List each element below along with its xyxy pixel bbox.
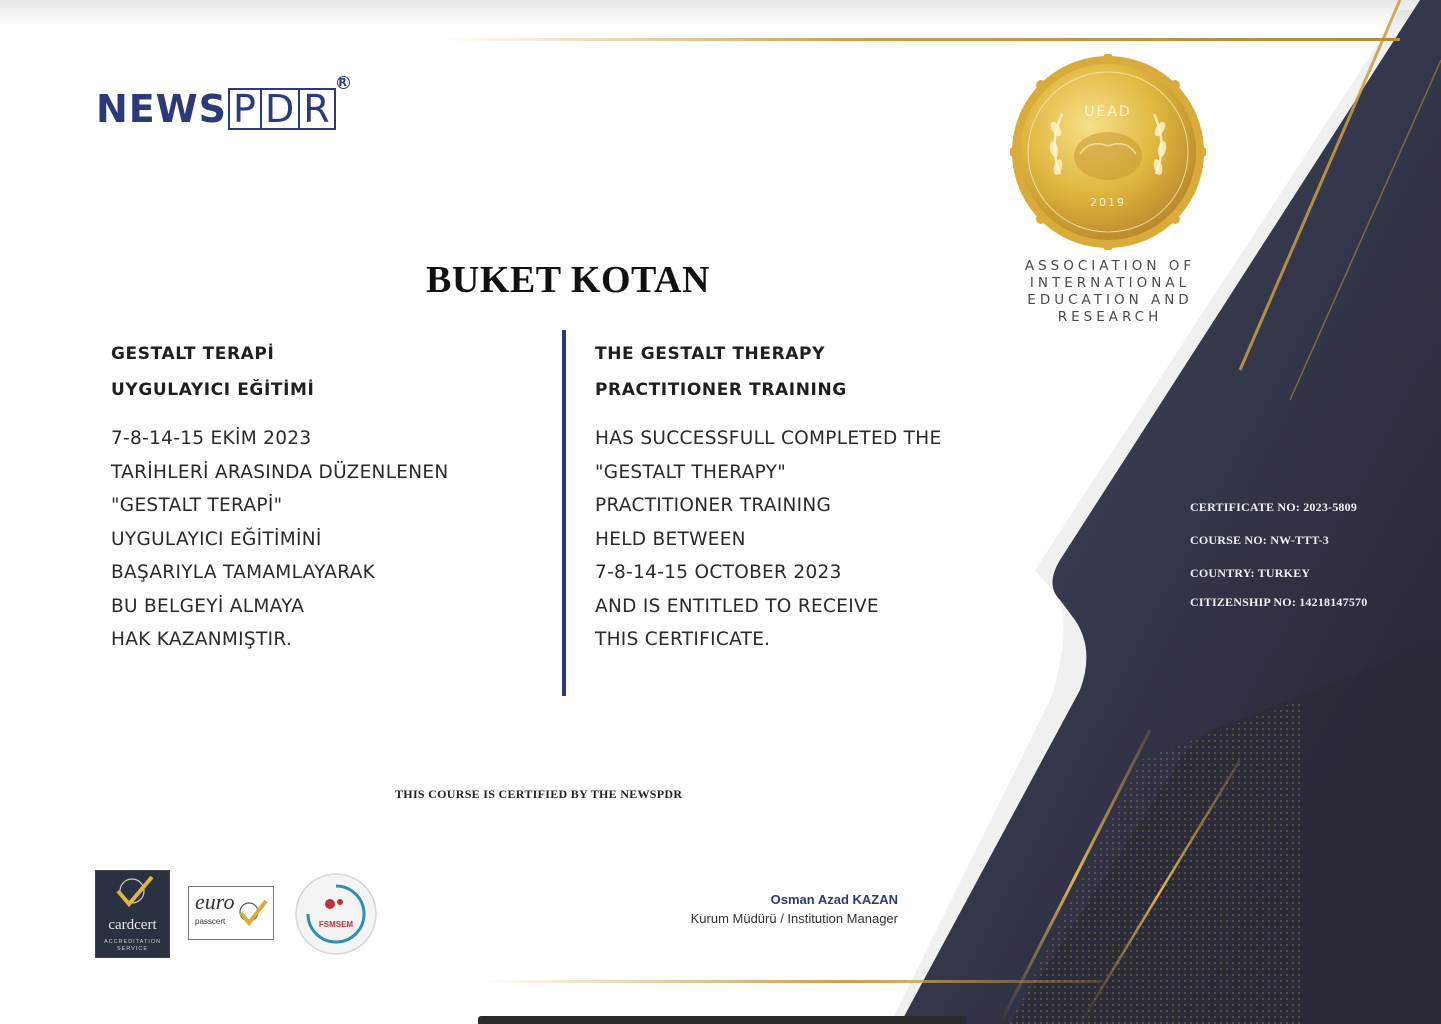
europasscert-badge xyxy=(188,886,274,940)
seal-top-text: UEAD xyxy=(1084,104,1132,120)
turkish-body-line: BAŞARIYLA TAMAMLAYARAK xyxy=(111,562,376,583)
turkish-body-line: 7-8-14-15 EKİM 2023 xyxy=(111,428,312,449)
english-body-line: HELD BETWEEN xyxy=(595,528,746,550)
turkish-body-line: "GESTALT TERAPİ" xyxy=(111,495,283,516)
checkmark-icon xyxy=(235,897,269,931)
checkmark-globe-icon xyxy=(96,871,169,917)
english-body-line: "GESTALT THERAPY" xyxy=(595,461,787,483)
registered-mark: R xyxy=(338,76,348,89)
logo-pdr-boxes xyxy=(230,88,336,130)
logo-letter-r: R xyxy=(298,88,335,130)
logo-letter-d: D xyxy=(260,88,300,130)
logo-letter-p: P xyxy=(228,88,262,130)
certificate-number: CERTIFICATE NO: 2023-5809 xyxy=(1190,500,1358,514)
association-caption xyxy=(1010,258,1210,326)
fsmsem-badge-icon xyxy=(294,872,378,956)
assoc-line: EDUCATION AND xyxy=(1027,292,1193,308)
citizenship-number: CITIZENSHIP NO: 14218147570 xyxy=(1190,595,1368,609)
top-gold-rule xyxy=(440,38,1400,41)
cardcert-label: cardcert xyxy=(108,917,157,933)
cardcert-sub: ACCREDITATION SERVICE xyxy=(103,939,162,952)
bottom-toolbar-edge xyxy=(478,1016,966,1024)
turkish-title-line: GESTALT TERAPİ xyxy=(111,344,275,364)
certified-note: THIS COURSE IS CERTIFIED BY THE NEWSPDR xyxy=(395,787,683,801)
column-divider xyxy=(562,330,566,696)
assoc-line: RESEARCH xyxy=(1057,309,1163,325)
newspdr-logo xyxy=(96,76,348,132)
turkish-body-line: HAK KAZANMIŞTIR. xyxy=(111,629,293,650)
english-body-line: AND IS ENTITLED TO RECEIVE xyxy=(595,595,879,617)
turkish-body-line: TARİHLERİ ARASINDA DÜZENLENEN xyxy=(111,461,449,483)
signer-block xyxy=(600,892,898,926)
english-title-line: THE GESTALT THERAPY xyxy=(595,344,825,364)
fsmsem-label: FSMSEM xyxy=(318,920,354,929)
bottom-gold-rule xyxy=(480,980,1100,983)
seal-year: 2019 xyxy=(1090,196,1126,209)
english-body-line: 7-8-14-15 OCTOBER 2023 xyxy=(595,562,842,583)
course-number: COURSE NO: NW-TTT-3 xyxy=(1190,533,1329,547)
signer-role: Kurum Müdürü / Institution Manager xyxy=(690,911,898,926)
english-body xyxy=(595,422,1025,657)
assoc-line: INTERNATIONAL xyxy=(1029,275,1191,291)
english-column xyxy=(595,336,1025,657)
english-body-line: HAS SUCCESSFULL COMPLETED THE xyxy=(595,428,942,449)
turkish-title-line: UYGULAYICI EĞİTİMİ xyxy=(111,380,315,400)
country: COUNTRY: TURKEY xyxy=(1190,566,1311,580)
english-body-line: THIS CERTIFICATE. xyxy=(595,629,771,650)
turkish-body-line: BU BELGEYİ ALMAYA xyxy=(111,595,305,617)
euro-label: euro xyxy=(195,889,235,914)
cardcert-badge xyxy=(95,870,170,958)
turkish-column xyxy=(111,336,541,657)
turkish-body xyxy=(111,422,541,657)
passcert-label: passcert xyxy=(195,917,226,926)
english-title xyxy=(595,336,1025,408)
gold-seal-icon xyxy=(1010,54,1206,250)
logo-news-text: NEWS xyxy=(96,87,228,131)
assoc-line: ASSOCIATION OF xyxy=(1024,258,1196,274)
turkish-title xyxy=(111,336,541,408)
turkish-body-line: UYGULAYICI EĞİTİMİNİ xyxy=(111,528,322,550)
english-title-line: PRACTITIONER TRAINING xyxy=(595,380,847,400)
english-body-line: PRACTITIONER TRAINING xyxy=(595,495,832,516)
signer-name: Osman Azad KAZAN xyxy=(770,892,898,907)
certificate-details xyxy=(1190,500,1430,628)
recipient-name: BUKET KOTAN xyxy=(426,259,710,301)
